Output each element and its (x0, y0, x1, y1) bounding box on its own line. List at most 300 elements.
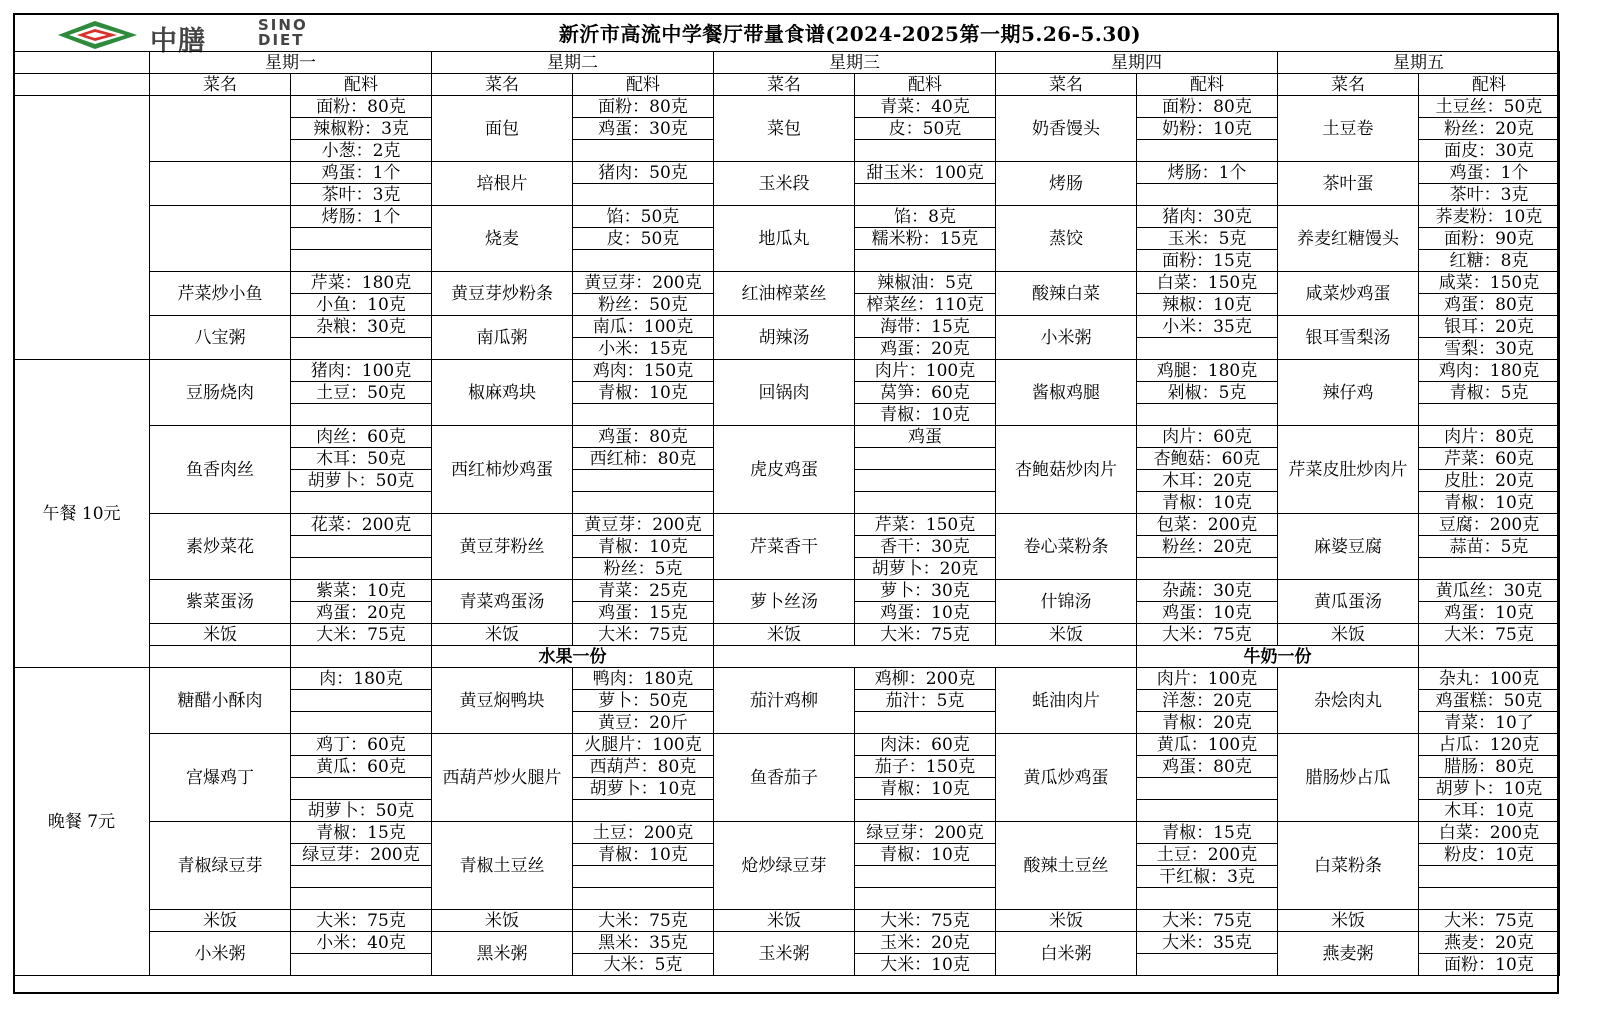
ingredient-cell: 大米：35克 (1137, 932, 1278, 954)
dish-name: 豆肠烧肉 (150, 360, 291, 426)
ingredient-cell: 萝卜：50克 (573, 690, 714, 712)
dish-name: 卷心菜粉条 (996, 514, 1137, 580)
ingredient-cell (573, 140, 714, 162)
dish-name: 米饭 (996, 624, 1137, 646)
ingredient-cell: 青菜：10了 (1419, 712, 1560, 734)
company-logo (55, 16, 345, 57)
ingredient-cell (573, 250, 714, 272)
ingredient-cell: 蒜苗：5克 (1419, 536, 1560, 558)
ingredient-cell: 小鱼：10克 (291, 294, 432, 316)
ingredient-cell: 黄瓜丝：30克 (1419, 580, 1560, 602)
dish-name: 米饭 (150, 910, 291, 932)
ingredient-cell: 鸡蛋：10克 (1419, 602, 1560, 624)
ingredient-cell: 鸡蛋：80克 (573, 426, 714, 448)
col-header-ingredient: 配料 (573, 74, 714, 96)
ingredient-cell (291, 866, 432, 888)
ingredient-cell (291, 954, 432, 976)
ingredient-cell: 胡萝卜：20克 (855, 558, 996, 580)
dish-name: 虎皮鸡蛋 (714, 426, 855, 514)
ingredient-cell: 花菜：200克 (291, 514, 432, 536)
menu-line (14, 822, 1560, 844)
ingredient-cell (291, 404, 432, 426)
dish-name: 回锅肉 (714, 360, 855, 426)
ingredient-cell: 杂丸：100克 (1419, 668, 1560, 690)
ingredient-cell: 烤肠：1个 (1137, 162, 1278, 184)
ingredient-cell: 青椒：10克 (855, 404, 996, 426)
ingredient-cell: 小米：15克 (573, 338, 714, 360)
ingredient-cell (291, 228, 432, 250)
ingredient-cell: 西葫芦：80克 (573, 756, 714, 778)
ingredient-cell: 鸡蛋：80克 (1419, 294, 1560, 316)
ingredient-cell: 肉：180克 (291, 668, 432, 690)
dish-name: 米饭 (1278, 624, 1419, 646)
ingredient-cell: 包菜：200克 (1137, 514, 1278, 536)
ingredient-cell: 茶叶：3克 (291, 184, 432, 206)
ingredient-cell: 杏鲍菇：60克 (1137, 448, 1278, 470)
ingredient-cell (1137, 140, 1278, 162)
ingredient-cell: 红糖：8克 (1419, 250, 1560, 272)
dish-name: 黑米粥 (432, 932, 573, 976)
ingredient-cell (291, 712, 432, 734)
ingredient-cell: 小米：40克 (291, 932, 432, 954)
dish-name: 黄豆芽粉丝 (432, 514, 573, 580)
menu-title: 新沂市高流中学餐厅带量食谱(2024-2025第一期5.26-5.30) (558, 22, 1142, 46)
menu-line (14, 360, 1560, 382)
corner-cell-2 (14, 74, 150, 96)
ingredient-cell: 芹菜：60克 (1419, 448, 1560, 470)
menu-line (14, 316, 1560, 338)
col-header-ingredient: 配料 (1137, 74, 1278, 96)
dish-name: 酱椒鸡腿 (996, 360, 1137, 426)
dish-name: 米饭 (714, 910, 855, 932)
ingredient-cell: 绿豆芽：200克 (855, 822, 996, 844)
ingredient-cell: 猪肉：100克 (291, 360, 432, 382)
dish-name: 素炒菜花 (150, 514, 291, 580)
ingredient-cell: 大米：75克 (291, 910, 432, 932)
dish-name: 青菜鸡蛋汤 (432, 580, 573, 624)
extras-blank-3 (714, 646, 1137, 668)
ingredient-cell (855, 712, 996, 734)
ingredient-cell: 青椒：10克 (855, 844, 996, 866)
ingredient-cell: 青椒：10克 (1419, 492, 1560, 514)
ingredient-cell (1137, 404, 1278, 426)
ingredient-cell (1137, 778, 1278, 800)
dish-name: 八宝粥 (150, 316, 291, 360)
ingredient-cell: 杂蔬：30克 (1137, 580, 1278, 602)
ingredient-cell: 烤肠：1个 (291, 206, 432, 228)
ingredient-cell: 土豆：50克 (291, 382, 432, 404)
menu-table (13, 51, 1560, 976)
dish-name: 白米粥 (996, 932, 1137, 976)
ingredient-cell: 鸡蛋：10克 (855, 602, 996, 624)
dish-name: 腊肠炒占瓜 (1278, 734, 1419, 822)
ingredient-cell: 茄汁：5克 (855, 690, 996, 712)
dish-name: 茄汁鸡柳 (714, 668, 855, 734)
ingredient-cell (573, 404, 714, 426)
menu-line (14, 162, 1560, 184)
meal-label (14, 96, 150, 360)
ingredient-cell (855, 448, 996, 470)
ingredient-cell (855, 184, 996, 206)
dish-name: 宫爆鸡丁 (150, 734, 291, 822)
ingredient-cell: 面皮：30克 (1419, 140, 1560, 162)
dish-name: 茶叶蛋 (1278, 162, 1419, 206)
dish-name: 培根片 (432, 162, 573, 206)
ingredient-cell: 大米：10克 (855, 954, 996, 976)
dish-name: 蚝油肉片 (996, 668, 1137, 734)
column-header-row (14, 74, 1560, 96)
ingredient-cell: 火腿片：100克 (573, 734, 714, 756)
ingredient-cell: 肉丝：60克 (291, 426, 432, 448)
ingredient-cell (291, 558, 432, 580)
ingredient-cell: 鸡蛋：80克 (1137, 756, 1278, 778)
dish-name (150, 96, 291, 162)
ingredient-cell: 土豆丝：50克 (1419, 96, 1560, 118)
ingredient-cell: 肉片：80克 (1419, 426, 1560, 448)
dish-name: 烧麦 (432, 206, 573, 272)
ingredient-cell: 鸡蛋：10克 (1137, 602, 1278, 624)
ingredient-cell: 茶叶：3克 (1419, 184, 1560, 206)
ingredient-cell: 皮：50克 (855, 118, 996, 140)
menu-line (14, 96, 1560, 118)
ingredient-cell: 黄豆：20斤 (573, 712, 714, 734)
ingredient-cell: 鸡肉：150克 (573, 360, 714, 382)
ingredient-cell: 干红椒：3克 (1137, 866, 1278, 888)
ingredient-cell: 面粉：10克 (1419, 954, 1560, 976)
ingredient-cell: 黄瓜：100克 (1137, 734, 1278, 756)
ingredient-cell: 粉丝：50克 (573, 294, 714, 316)
ingredient-cell: 青椒：15克 (1137, 822, 1278, 844)
dish-name: 芹菜皮肚炒肉片 (1278, 426, 1419, 514)
dish-name: 米饭 (150, 624, 291, 646)
ingredient-cell: 鸡蛋：30克 (573, 118, 714, 140)
ingredient-cell: 西红柿：80克 (573, 448, 714, 470)
menu-line (14, 668, 1560, 690)
dish-name: 胡辣汤 (714, 316, 855, 360)
dish-name: 南瓜粥 (432, 316, 573, 360)
ingredient-cell: 土豆：200克 (1137, 844, 1278, 866)
ingredient-cell (1419, 404, 1560, 426)
ingredient-cell (1419, 888, 1560, 910)
ingredient-cell: 青菜：25克 (573, 580, 714, 602)
dish-name: 杂烩肉丸 (1278, 668, 1419, 734)
ingredient-cell: 青菜：40克 (855, 96, 996, 118)
ingredient-cell: 面粉：80克 (1137, 96, 1278, 118)
ingredient-cell (291, 690, 432, 712)
ingredient-cell: 胡萝卜：10克 (573, 778, 714, 800)
ingredient-cell: 萝卜：30克 (855, 580, 996, 602)
dish-name (150, 206, 291, 272)
ingredient-cell: 面粉：80克 (573, 96, 714, 118)
dish-name: 咸菜炒鸡蛋 (1278, 272, 1419, 316)
dish-name: 米饭 (996, 910, 1137, 932)
ingredient-cell: 猪肉：50克 (573, 162, 714, 184)
dish-name: 糖醋小酥肉 (150, 668, 291, 734)
ingredient-cell: 榨菜丝：110克 (855, 294, 996, 316)
ingredient-cell (855, 140, 996, 162)
ingredient-cell: 白菜：150克 (1137, 272, 1278, 294)
ingredient-cell: 大米：75克 (1419, 624, 1560, 646)
ingredient-cell: 粉皮：10克 (1419, 844, 1560, 866)
dish-name (150, 162, 291, 206)
ingredient-cell: 大米：75克 (855, 910, 996, 932)
ingredient-cell: 甜玉米：100克 (855, 162, 996, 184)
ingredient-cell (1137, 888, 1278, 910)
menu-line (14, 206, 1560, 228)
ingredient-cell: 杂粮：30克 (291, 316, 432, 338)
dish-name: 黄瓜蛋汤 (1278, 580, 1419, 624)
ingredient-cell: 胡萝卜：10克 (1419, 778, 1560, 800)
ingredient-cell: 白菜：200克 (1419, 822, 1560, 844)
dish-name: 玉米粥 (714, 932, 855, 976)
dish-name: 紫菜蛋汤 (150, 580, 291, 624)
ingredient-cell: 大米：75克 (1419, 910, 1560, 932)
ingredient-cell: 辣椒粉：3克 (291, 118, 432, 140)
dish-name: 辣仔鸡 (1278, 360, 1419, 426)
ingredient-cell: 大米：5克 (573, 954, 714, 976)
dish-name: 小米粥 (996, 316, 1137, 360)
dish-name: 米饭 (432, 910, 573, 932)
ingredient-cell: 粉丝：20克 (1419, 118, 1560, 140)
ingredient-cell: 大米：75克 (291, 624, 432, 646)
ingredient-cell: 肉片：60克 (1137, 426, 1278, 448)
ingredient-cell: 黄豆芽：200克 (573, 514, 714, 536)
menu-line (14, 910, 1560, 932)
menu-line (14, 514, 1560, 536)
ingredient-cell: 肉片：100克 (1137, 668, 1278, 690)
ingredient-cell: 面粉：90克 (1419, 228, 1560, 250)
ingredient-cell (1419, 558, 1560, 580)
col-header-dish: 菜名 (714, 74, 855, 96)
dish-name: 酸辣土豆丝 (996, 822, 1137, 910)
col-header-dish: 菜名 (432, 74, 573, 96)
dish-name: 椒麻鸡块 (432, 360, 573, 426)
ingredient-cell: 木耳：50克 (291, 448, 432, 470)
ingredient-cell: 鸭肉：180克 (573, 668, 714, 690)
ingredient-cell (1137, 954, 1278, 976)
ingredient-cell (855, 800, 996, 822)
dish-name: 奶香馒头 (996, 96, 1137, 162)
ingredient-cell (855, 888, 996, 910)
dish-name: 米饭 (1278, 910, 1419, 932)
ingredient-cell (855, 470, 996, 492)
col-header-ingredient: 配料 (1419, 74, 1560, 96)
ingredient-cell (855, 250, 996, 272)
col-header-dish: 菜名 (996, 74, 1137, 96)
ingredient-cell: 青椒：10克 (1137, 492, 1278, 514)
ingredient-cell: 鸡腿：180克 (1137, 360, 1278, 382)
dish-name: 白菜粉条 (1278, 822, 1419, 910)
ingredient-cell: 木耳：10克 (1419, 800, 1560, 822)
extras-blank-2 (291, 646, 432, 668)
extras-row (14, 646, 1560, 668)
dish-name: 炝炒绿豆芽 (714, 822, 855, 910)
dish-name: 西葫芦炒火腿片 (432, 734, 573, 822)
fruit-note: 水果一份 (432, 646, 714, 668)
ingredient-cell: 莴笋：60克 (855, 382, 996, 404)
ingredient-cell (573, 866, 714, 888)
menu-line (14, 734, 1560, 756)
ingredient-cell: 糯米粉：15克 (855, 228, 996, 250)
ingredient-cell: 香干：30克 (855, 536, 996, 558)
ingredient-cell (573, 800, 714, 822)
menu-line (14, 580, 1560, 602)
ingredient-cell (291, 888, 432, 910)
ingredient-cell: 鸡蛋：15克 (573, 602, 714, 624)
ingredient-cell: 腊肠：80克 (1419, 756, 1560, 778)
ingredient-cell: 鸡蛋：1个 (1419, 162, 1560, 184)
ingredient-cell: 咸菜：150克 (1419, 272, 1560, 294)
ingredient-cell: 辣椒：10克 (1137, 294, 1278, 316)
ingredient-cell: 胡萝卜：50克 (291, 800, 432, 822)
ingredient-cell: 豆腐：200克 (1419, 514, 1560, 536)
col-header-dish: 菜名 (1278, 74, 1419, 96)
ingredient-cell: 大米：75克 (855, 624, 996, 646)
ingredient-cell: 雪梨：30克 (1419, 338, 1560, 360)
menu-line (14, 272, 1560, 294)
ingredient-cell: 鸡蛋 (855, 426, 996, 448)
ingredient-cell: 荞麦粉：10克 (1419, 206, 1560, 228)
ingredient-cell: 青椒：15克 (291, 822, 432, 844)
dish-name: 黄豆焖鸭块 (432, 668, 573, 734)
ingredient-cell: 鸡蛋糕：50克 (1419, 690, 1560, 712)
ingredient-cell: 奶粉：10克 (1137, 118, 1278, 140)
extras-blank (150, 646, 291, 668)
ingredient-cell: 芹菜：180克 (291, 272, 432, 294)
dish-name: 黄瓜炒鸡蛋 (996, 734, 1137, 822)
ingredient-cell: 皮：50克 (573, 228, 714, 250)
dish-name: 芹菜香干 (714, 514, 855, 580)
dish-name: 萝卜丝汤 (714, 580, 855, 624)
dish-name: 青椒土豆丝 (432, 822, 573, 910)
milk-note: 牛奶一份 (1137, 646, 1419, 668)
ingredient-cell: 小米：35克 (1137, 316, 1278, 338)
ingredient-cell: 剁椒：5克 (1137, 382, 1278, 404)
ingredient-cell: 土豆：200克 (573, 822, 714, 844)
menu-line (14, 426, 1560, 448)
ingredient-cell: 玉米：20克 (855, 932, 996, 954)
ingredient-cell: 肉沫：60克 (855, 734, 996, 756)
ingredient-cell (291, 250, 432, 272)
ingredient-cell: 黄豆芽：200克 (573, 272, 714, 294)
dish-name: 蒸饺 (996, 206, 1137, 272)
ingredient-cell: 青椒：10克 (573, 844, 714, 866)
ingredient-cell: 辣椒油：5克 (855, 272, 996, 294)
ingredient-cell: 青椒：5克 (1419, 382, 1560, 404)
col-header-ingredient: 配料 (855, 74, 996, 96)
ingredient-cell: 鸡蛋：20克 (855, 338, 996, 360)
dish-name: 鱼香肉丝 (150, 426, 291, 514)
ingredient-cell: 大米：75克 (573, 624, 714, 646)
ingredient-cell: 玉米：5克 (1137, 228, 1278, 250)
dish-name: 地瓜丸 (714, 206, 855, 272)
extras-blank-4 (1419, 646, 1560, 668)
ingredient-cell: 小葱：2克 (291, 140, 432, 162)
ingredient-cell: 胡萝卜：50克 (291, 470, 432, 492)
ingredient-cell: 面粉：15克 (1137, 250, 1278, 272)
ingredient-cell: 粉丝：5克 (573, 558, 714, 580)
ingredient-cell: 鸡丁：60克 (291, 734, 432, 756)
ingredient-cell: 大米：75克 (573, 910, 714, 932)
ingredient-cell (1419, 866, 1560, 888)
ingredient-cell (573, 470, 714, 492)
ingredient-cell (291, 536, 432, 558)
dish-name: 青椒绿豆芽 (150, 822, 291, 910)
dish-name: 土豆卷 (1278, 96, 1419, 162)
ingredient-cell (1137, 558, 1278, 580)
ingredient-cell (291, 778, 432, 800)
ingredient-cell: 占瓜：120克 (1419, 734, 1560, 756)
dish-name: 黄豆芽炒粉条 (432, 272, 573, 316)
ingredient-cell (573, 184, 714, 206)
dish-name: 烤肠 (996, 162, 1137, 206)
ingredient-cell: 粉丝：20克 (1137, 536, 1278, 558)
ingredient-cell: 茄子：150克 (855, 756, 996, 778)
logo-text-en-top: SINO (258, 16, 308, 34)
ingredient-cell: 皮肚：20克 (1419, 470, 1560, 492)
ingredient-cell: 大米：75克 (1137, 624, 1278, 646)
ingredient-cell: 大米：75克 (1137, 910, 1278, 932)
ingredient-cell: 青椒：10克 (573, 536, 714, 558)
dish-name: 芹菜炒小鱼 (150, 272, 291, 316)
menu-line (14, 932, 1560, 954)
ingredient-cell: 鸡柳：200克 (855, 668, 996, 690)
dish-name: 酸辣白菜 (996, 272, 1137, 316)
ingredient-cell: 肉片：100克 (855, 360, 996, 382)
logo-text-en-bottom: DIET (258, 31, 305, 49)
ingredient-cell: 洋葱：20克 (1137, 690, 1278, 712)
meal-label: 晚餐 7元 (14, 668, 150, 976)
dish-name: 什锦汤 (996, 580, 1137, 624)
corner-cell (14, 52, 150, 74)
ingredient-cell (1137, 338, 1278, 360)
dish-name: 鱼香茄子 (714, 734, 855, 822)
col-header-ingredient: 配料 (291, 74, 432, 96)
ingredient-cell (855, 492, 996, 514)
ingredient-cell (1137, 184, 1278, 206)
dish-name: 玉米段 (714, 162, 855, 206)
day-header: 星期五 (1278, 52, 1560, 74)
dish-name: 麻婆豆腐 (1278, 514, 1419, 580)
ingredient-cell: 紫菜：10克 (291, 580, 432, 602)
ingredient-cell: 燕麦：20克 (1419, 932, 1560, 954)
dish-name: 西红柿炒鸡蛋 (432, 426, 573, 514)
dish-name: 菜包 (714, 96, 855, 162)
day-header: 星期二 (432, 52, 714, 74)
ingredient-cell: 青椒：10克 (855, 778, 996, 800)
ingredient-cell: 鸡蛋：20克 (291, 602, 432, 624)
day-header: 星期四 (996, 52, 1278, 74)
logo-mark-icon (55, 18, 145, 52)
ingredient-cell: 青椒：20克 (1137, 712, 1278, 734)
ingredient-cell (291, 492, 432, 514)
dish-name: 小米粥 (150, 932, 291, 976)
ingredient-cell: 鸡蛋：1个 (291, 162, 432, 184)
logo-text-en (258, 18, 348, 48)
ingredient-cell: 猪肉：30克 (1137, 206, 1278, 228)
menu-line (14, 624, 1560, 646)
day-header-row (14, 52, 1560, 74)
ingredient-cell (1137, 800, 1278, 822)
ingredient-cell (855, 866, 996, 888)
dish-name: 银耳雪梨汤 (1278, 316, 1419, 360)
ingredient-cell: 绿豆芽：200克 (291, 844, 432, 866)
ingredient-cell: 鸡肉：180克 (1419, 360, 1560, 382)
logo-text-zh: 中膳 (150, 26, 206, 57)
dish-name: 米饭 (432, 624, 573, 646)
dish-name: 红油榨菜丝 (714, 272, 855, 316)
dish-name: 米饭 (714, 624, 855, 646)
